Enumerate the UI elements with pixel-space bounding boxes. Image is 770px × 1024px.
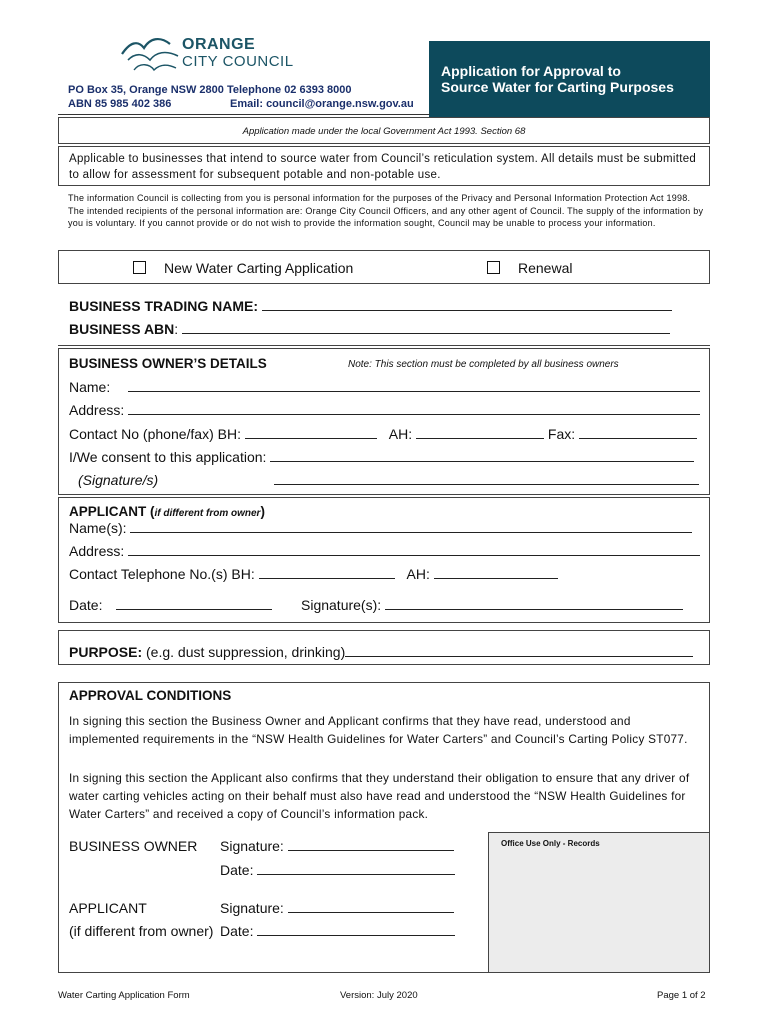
owner-ah-field[interactable] — [416, 426, 544, 439]
applicant-address-label: Address: — [69, 543, 125, 559]
intro-text: Applicable to businesses that intend to source water from Council’s reticulation system. All details must be submitted to allow for assessment for subsequent potable and non-potable use. — [69, 153, 697, 181]
new-application-option[interactable] — [133, 260, 353, 276]
application-type-box — [58, 250, 710, 284]
applicant-address-row[interactable] — [69, 543, 700, 559]
council-logo — [120, 34, 320, 80]
applicant-names-field[interactable] — [130, 520, 692, 533]
owner-contact-row[interactable] — [69, 426, 697, 442]
council-logo-icon — [120, 34, 182, 78]
applicant-names-label: Name(s): — [69, 520, 127, 536]
org-name-line2: CITY COUNCIL — [182, 53, 294, 70]
owner-contact-label: Contact No (phone/fax) BH: — [69, 426, 241, 442]
applicant-ah-label: AH: — [406, 566, 430, 582]
form-title-line2: Source Water for Carting Purposes — [441, 79, 674, 95]
renewal-checkbox[interactable] — [487, 261, 500, 274]
business-abn-field[interactable] — [182, 321, 670, 334]
owner-approval-signature-label: Signature: — [220, 838, 284, 854]
owner-consent-label: I/We consent to this application: — [69, 449, 267, 465]
renewal-label: Renewal — [518, 260, 573, 276]
owner-fax-field[interactable] — [579, 426, 697, 439]
applicant-approval-date-field[interactable] — [257, 923, 455, 936]
applicant-approval-signature-label: Signature: — [220, 900, 284, 916]
owner-approval-signature-field[interactable] — [288, 838, 454, 851]
applicant-contact-row[interactable] — [69, 566, 558, 582]
applicant-bh-field[interactable] — [259, 566, 395, 579]
footer-form-name: Water Carting Application Form — [58, 990, 190, 1001]
footer-page-number: Page 1 of 2 — [657, 990, 706, 1001]
business-trading-name-field[interactable] — [262, 298, 672, 311]
owner-note: Note: This section must be completed by all business owners — [348, 359, 619, 370]
applicant-approval-date-row[interactable] — [220, 923, 455, 939]
owner-approval-date-row[interactable] — [220, 862, 455, 878]
act-note: Application made under the local Government Act 1993. Section 68 — [242, 126, 526, 137]
owner-signature-field[interactable] — [274, 472, 699, 485]
applicant-signature-field[interactable] — [385, 597, 683, 610]
applicant-approval-label: APPLICANT — [69, 900, 147, 916]
renewal-option[interactable] — [487, 260, 572, 276]
applicant-approval-signature-field[interactable] — [288, 900, 454, 913]
owner-approval-date-label: Date: — [220, 862, 254, 878]
applicant-approval-signature-row[interactable] — [220, 900, 454, 916]
purpose-row[interactable] — [69, 644, 693, 660]
new-application-checkbox[interactable] — [133, 261, 146, 274]
applicant-address-field[interactable] — [128, 543, 700, 556]
applicant-signature-row[interactable] — [301, 597, 683, 613]
applicant-approval-sub-label: (if different from owner) — [69, 923, 214, 939]
owner-fax-label: Fax: — [547, 426, 576, 442]
applicant-date-label: Date: — [69, 597, 103, 613]
intro-box — [58, 146, 710, 186]
purpose-field[interactable] — [345, 644, 693, 657]
owner-name-field[interactable] — [128, 379, 700, 392]
applicant-heading-text: APPLICANT — [69, 504, 147, 519]
purpose-example: (e.g. dust suppression, drinking) — [146, 644, 346, 660]
owner-name-row[interactable] — [69, 379, 700, 395]
owner-heading: BUSINESS OWNER’S DETAILS — [69, 356, 267, 371]
applicant-signature-label: Signature(s): — [301, 597, 382, 613]
business-trading-name-row[interactable] — [69, 298, 672, 314]
applicant-heading-note: if different from owner — [154, 508, 261, 519]
business-abn-row[interactable]: BUSINESS ABN: — [69, 321, 670, 337]
contact-line: PO Box 35, Orange NSW 2800 Telephone 02 6393 8000 — [68, 84, 352, 96]
business-abn-label: BUSINESS ABN — [69, 321, 175, 337]
new-application-label: New Water Carting Application — [164, 260, 354, 276]
owner-signature-label: (Signature/s) — [78, 472, 159, 488]
owner-approval-date-field[interactable] — [257, 862, 455, 875]
act-note-box — [58, 117, 710, 144]
business-trading-name-label: BUSINESS TRADING NAME: — [69, 298, 259, 314]
approval-para2: In signing this section the Applicant also confirms that they understand their obligation to ensure that any driver of water carting vehicles acting on their behalf must also have read and understood the “NSW Health Guidelines for Water Carters” and received a copy of Council’s information pack. — [69, 771, 690, 821]
owner-bh-field[interactable] — [245, 426, 377, 439]
applicant-approval-date-label: Date: — [220, 923, 254, 939]
abn-line: ABN 85 985 402 386 — [68, 98, 172, 110]
owner-consent-row[interactable] — [69, 449, 694, 465]
header-divider — [58, 114, 430, 115]
owner-approval-signature-row[interactable] — [220, 838, 454, 854]
applicant-names-row[interactable] — [69, 520, 692, 536]
owner-ah-label: AH: — [388, 426, 413, 442]
applicant-heading: APPLICANT (if different from owner) — [69, 504, 265, 519]
applicant-ah-field[interactable] — [434, 566, 558, 579]
owner-approval-label: BUSINESS OWNER — [69, 838, 198, 854]
office-use-label: Office Use Only - Records — [501, 839, 600, 848]
form-title-line1: Application for Approval to — [441, 63, 621, 79]
applicant-date-row[interactable] — [69, 597, 272, 613]
purpose-label: PURPOSE: — [69, 644, 143, 660]
owner-name-label: Name: — [69, 379, 111, 395]
office-use-box — [488, 832, 710, 973]
owner-address-row[interactable] — [69, 402, 700, 418]
business-divider — [58, 345, 710, 346]
form-title-block — [429, 41, 710, 117]
owner-address-field[interactable] — [128, 402, 700, 415]
approval-heading: APPROVAL CONDITIONS — [69, 688, 232, 703]
owner-address-label: Address: — [69, 402, 125, 418]
org-name-line1: ORANGE — [182, 36, 256, 53]
owner-consent-field[interactable] — [270, 449, 694, 462]
approval-para1: In signing this section the Business Owner and Applicant confirms that they have read, understood and implemented requirements in the “NSW Health Guidelines for Water Carters” and Council’s Carting Policy ST077. — [69, 714, 688, 746]
applicant-contact-label: Contact Telephone No.(s) BH: — [69, 566, 255, 582]
email-line: Email: council@orange.nsw.gov.au — [230, 98, 414, 110]
applicant-date-field[interactable] — [116, 597, 272, 610]
footer-version: Version: July 2020 — [340, 990, 418, 1001]
privacy-notice — [68, 192, 704, 230]
privacy-text: The information Council is collecting from you is personal information for the purposes of the Privacy and Personal Information Protection Act 1998. The intended recipients of the personal information are: Orange City Council Officers, and any other agent of Council. The supply of the information by you is voluntary. If you cannot provide or do not wish to provide the information sought, Council may be unable to process your information. — [68, 193, 704, 228]
